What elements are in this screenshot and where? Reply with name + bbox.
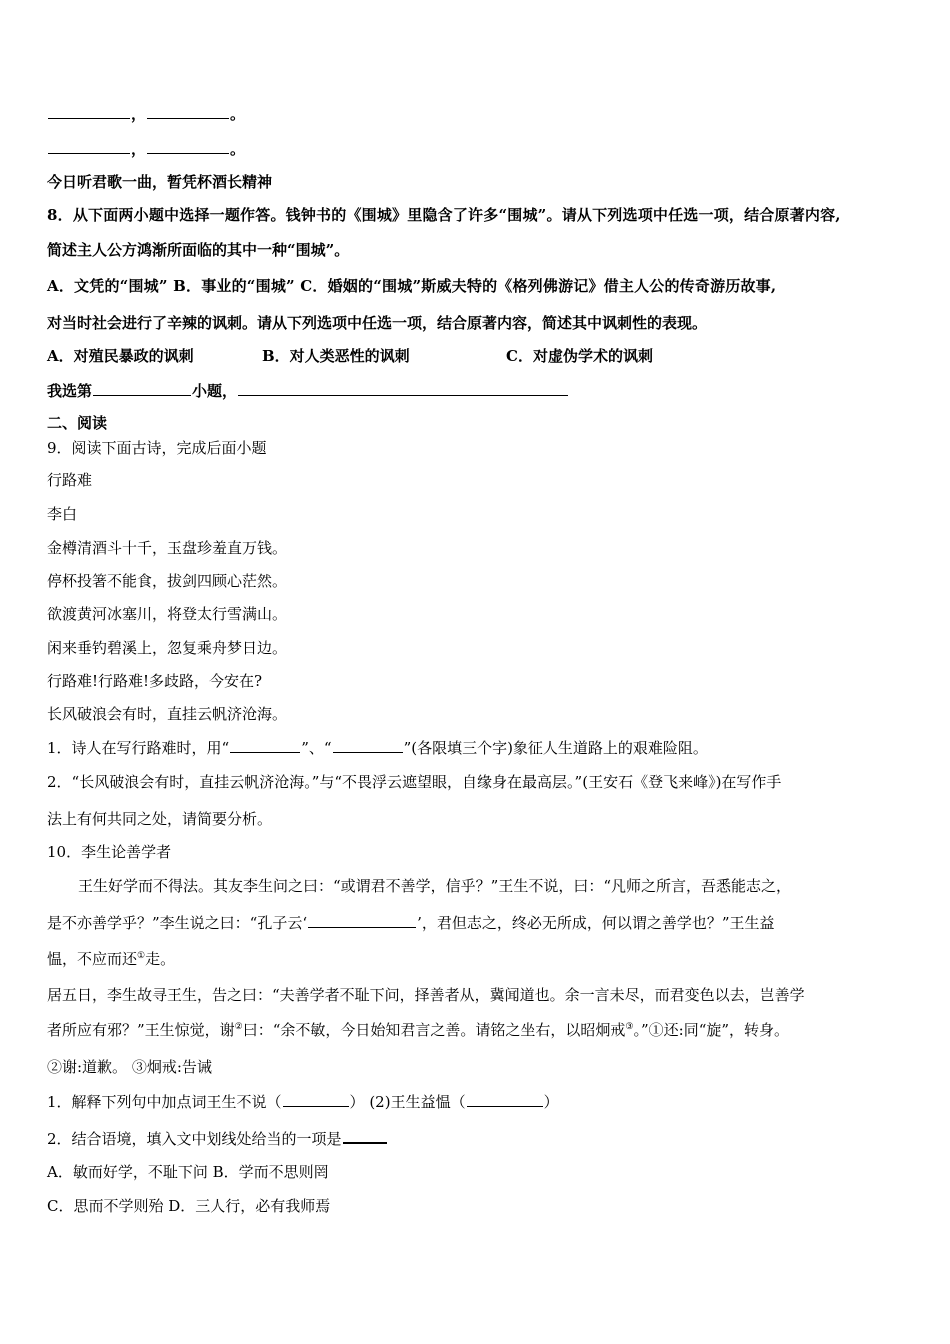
poem-line: 欲渡黄河冰塞川，将登太行雪满山。 [47,605,288,623]
answer-blank[interactable] [48,104,130,119]
poem-author: 李白 [47,505,78,523]
q8-line-4: 对当时社会进行了辛辣的讽刺。请从下列选项中任选一项，结合原著内容，简述其中讽刺性的表现。 [47,314,708,332]
q8-line-2: 简述主人公方鸿渐所面临的其中一种“围城”。 [47,241,350,259]
q8-line-1: 8．从下面两小题中选择一题作答。钱钟书的《围城》里隐含了许多“围城”。请从下列选项中任选一项，结合原著内容, [47,206,841,224]
q8-option-c: C．对虚伪学术的讽刺 [506,347,653,365]
section-heading: 二、阅读 [47,414,108,432]
answer-blank[interactable] [238,381,568,396]
q10-passage-line: 愠，不应而还①走。 [47,950,176,968]
q10-passage-line: 王生好学而不得法。其友李生问之曰：“或谓君不善学，信乎？”王生不说，曰：“凡师之所言，吾悉能志之， [78,877,792,895]
q10-options-ab: A．敏而好学，不耻下问 B．学而不思则罔 [47,1163,329,1181]
poem-line: 金樽清酒斗十千，玉盘珍羞直万钱。 [47,539,288,557]
answer-blank[interactable] [467,1092,543,1107]
q10-passage-line: 居五日，李生故寻王生，告之曰：“夫善学者不耻下问，择善者从，冀闻道也。余一言未尽，而君变色以去，岂善学 [47,986,805,1004]
q10-sub-1: 1．解释下列句中加点词王生不说（ ） (2)王生益愠（ ） [47,1093,559,1111]
q8-option-b: B．对人类恶性的讽刺 [262,347,410,365]
q8-choose-line: 我选第 小题， [47,381,569,401]
q8-line-3: A．文凭的“围城” B．事业的“围城” C．婚姻的“围城”斯威夫特的《格列佛游记》借主人公的传奇游历故事, [47,277,777,295]
q10-passage-line: 是不亦善学乎？”李生说之曰：“孔子云‘ ’，君但志之，终必无所成，何以谓之善学也？”王生益 [47,914,775,932]
q10-passage-line: 者所应有邪？”王生惊觉，谢②曰：“余不敏，今日始知君言之善。请铭之坐右，以昭炯戒③。”①还:同“旋”，转身。 [47,1021,790,1039]
answer-blank[interactable] [333,738,403,753]
answer-blank[interactable] [343,1128,387,1144]
poem-title: 行路难 [47,471,93,489]
q9-sub-2-line-2: 法上有何共同之处，请简要分析。 [47,810,273,828]
q8-option-a: A．对殖民暴政的讽刺 [47,347,194,365]
answer-blank[interactable] [93,381,191,396]
fill-line-1: ， 。 [47,104,245,124]
q10-footnotes: ②谢:道歉。 ③炯戒:告诫 [47,1058,212,1076]
footnote-mark: ③ [625,1022,634,1032]
poem-line: 闲来垂钓碧溪上，忽复乘舟梦日边。 [47,639,288,657]
footnote-mark: ① [137,951,146,961]
footnote-mark: ② [234,1022,243,1032]
answer-blank[interactable] [308,913,416,928]
poem-line-answer: 今日听君歌一曲，暂凭杯酒长精神 [47,173,273,191]
answer-blank[interactable] [283,1092,349,1107]
q9-sub-2-line-1: 2．“长风破浪会有时，直挂云帆济沧海。”与“不畏浮云遮望眼，自缘身在最高层。”(王安石《登飞来峰》)在写作手 [47,773,782,791]
answer-blank[interactable] [48,139,130,154]
q9-intro: 9．阅读下面古诗，完成后面小题 [47,439,267,457]
answer-blank[interactable] [230,738,300,753]
q9-sub-1: 1．诗人在写行路难时，用“ ”、“ ”(各限填三个字)象征人生道路上的艰难险阻。 [47,739,708,757]
poem-line: 停杯投箸不能食，拔剑四顾心茫然。 [47,572,288,590]
q10-sub-2: 2．结合语境，填入文中划线处给当的一项是 [47,1128,388,1149]
answer-blank[interactable] [147,139,229,154]
poem-line: 长风破浪会有时，直挂云帆济沧海。 [47,705,288,723]
fill-line-2: ， 。 [47,139,245,159]
answer-blank[interactable] [147,104,229,119]
q10-title: 10．李生论善学者 [47,843,172,861]
poem-line: 行路难!行路难!多歧路，今安在? [47,672,263,690]
q10-options-cd: C．思而不学则殆 D．三人行，必有我师焉 [47,1197,331,1215]
